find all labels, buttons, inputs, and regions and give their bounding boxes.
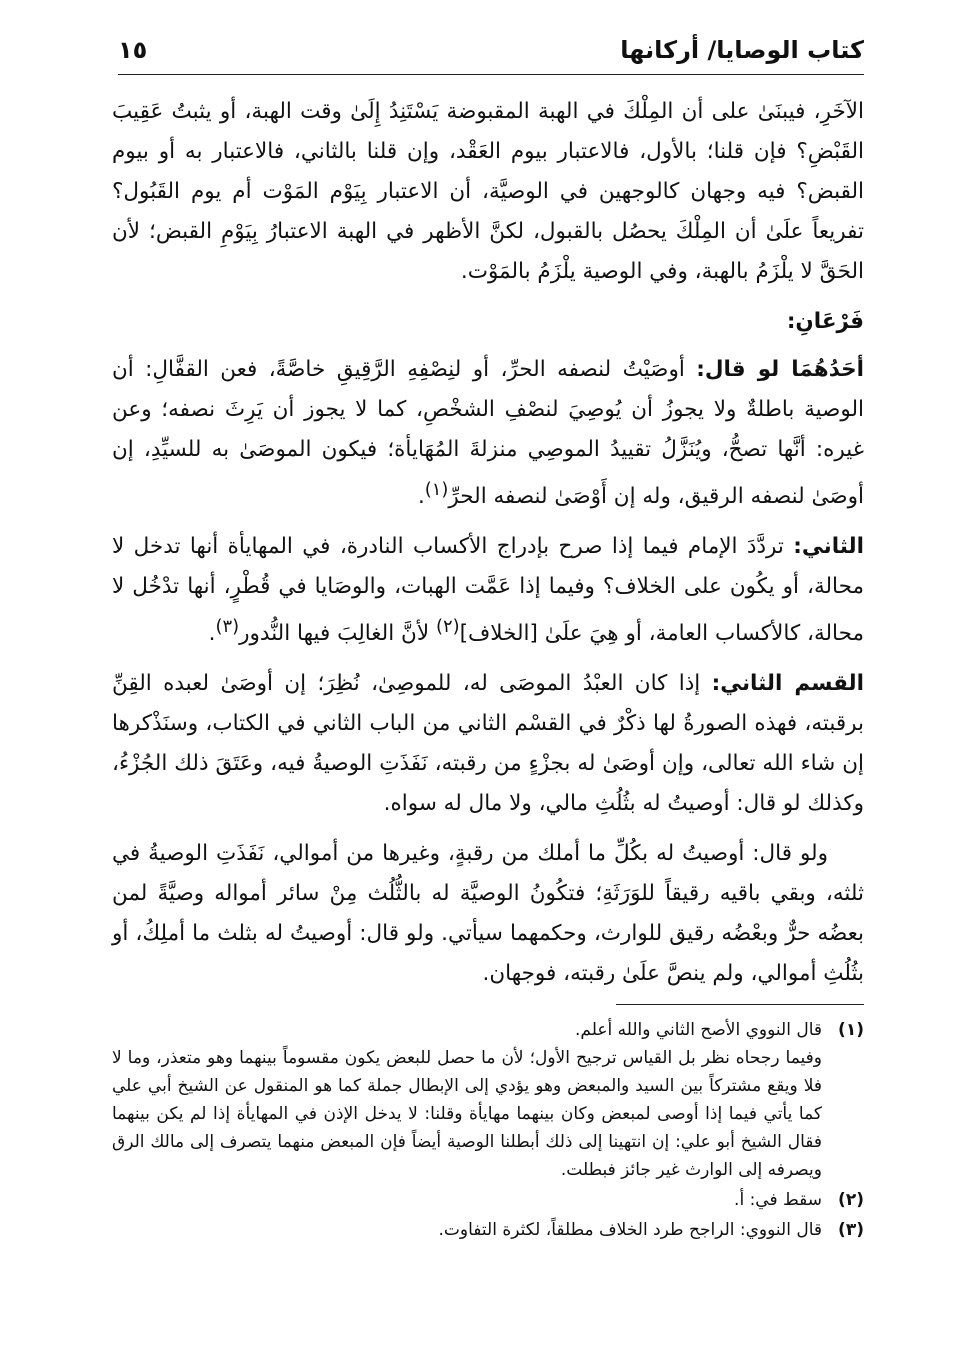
footnotes — [112, 1016, 864, 1246]
paragraph-3-label: الثاني: — [793, 534, 864, 560]
paragraph-2-label: أحَدُهُمَا لو قال: — [696, 357, 864, 382]
footnote-3-number: (٣) — [838, 1220, 864, 1240]
paragraph-2-text: أوصَيْتُ لنصفه الحرِّ، أو لنِصْفِهِ الرَّقِيقِ خاصَّةً، فعن القفَّالِ: أن الوصية باطلةٌ ولا يجوزُ أن يُوصِيَ لنصْفِ الشخْصِ، كما لا يجوز أن يَرِثَ نصفه؛ وعن غيره: أنَّها تصحُّ، ويُنَزَّلُ تقييدُ الموصِي منزلةَ المُهَايأة؛ فيكون الموصَىٰ به للسيِّدِ، إن أوصَىٰ لنصفه الرقيق، وله إن أَوْصَىٰ لنصفه الحرِّ — [112, 357, 864, 510]
footnote-ref-3: (٣) — [215, 616, 240, 638]
paragraph-3-text: تردَّدَ الإمام فيما إذا صرح بإدراج الأكساب النادرة، في المهايأة أنها تدخل لا محالة، أو يكُون على الخلاف؟ وفيما إذا عَمَّت الهبات، والوصَايا في قُطْرٍ، أنها تدْخُل لا محالة، كالأكساب العامة، أو هِيَ علَىٰ [الخلاف] — [112, 534, 864, 647]
footnote-3 — [112, 1216, 864, 1244]
subheading-two-branches: فَرْعَانِ: — [786, 309, 864, 334]
paragraph-1-text: الآخَرِ، فيبنَىٰ على أن المِلْكَ في الهبة المقبوضة يَسْتَنِدُ إِلَىٰ وقت الهبة، أو يثبتُ عَقِيبَ القَبْضِ؟ فإن قلنا؛ بالأول، فالاعتبار بيوم العَقْد، وإن قلنا بالثاني، فالاعتبار به أو بيوم القبض؟ فيه وجهان كالوجهين في الوصيَّة، أن الاعتبار بِيَوْم المَوْت أم يوم القَبُول؟ تفريعاً علَىٰ أن المِلْكَ يحصُل بالقبول، لكنَّ الأظهر في الهبة الاعتبارُ بِيَوْمِ القبض؛ لأن الحَقَّ لا يلْزَمُ بالهبة، وفي الوصية يلْزَمُ بالمَوْت. — [112, 99, 864, 284]
paragraph-4-label: القسم الثاني: — [711, 671, 864, 697]
footnote-1-continuation: وفيما رجحاه نظر بل القياس ترجيح الأول؛ لأن ما حصل للبعض يكون مقسوماً بينهما وهو متعذر، وما لا فلا ويقع مشتركاً بين السيد والمبعض وهو يؤدي إلى الإبطال جملة كما هو المنقول عن الشيخ أبي علي كما يأتي فيما إذا أوصى لمبعض وكان بينهما مهايأة وقلنا: لا يدخل الإذن في المهايأة إذا لم يكن بينهما فقال الشيخ أبو علي: إن انتهينا إلى ذلك أبطلنا الوصية أيضاً فإن المبعض منهما يتصرف إلى مالك الرق ويصرفه إلى الوارث غير جائز فبطلت. — [112, 1048, 822, 1180]
paragraph-5-text: ولو قال: أوصيتُ له بكُلِّ ما أملك من رقبةٍ، وغيرها من أموالي، نَفَذَتِ الوصيةُ في ثلثه، وبقي باقيه رقيقاً للوَرَثَةِ؛ فتكُونُ الوصيَّة له بالثُّلُث مِنْ سائر أمواله وصيَّةً لمن بعضُه حرٌّ وبعْضُه رقيق للوارث، وحكمهما سيأتي. ولو قال: أوصيتُ له بثلث ما أملِكُ، أو بثُلُثِ أموالي، ولم ينصَّ علَىٰ رقبته، فوجهان. — [112, 841, 864, 987]
paragraph-3-end: . — [208, 621, 216, 647]
running-header — [118, 34, 864, 75]
footnote-1-body — [112, 1016, 822, 1184]
running-title: كتاب الوصايا/ أركانها — [620, 36, 864, 64]
paragraph-1 — [112, 92, 864, 292]
paragraph-2 — [112, 350, 864, 517]
paragraph-5 — [112, 834, 864, 994]
footnote-separator — [616, 1004, 864, 1005]
paragraph-4-text: إذا كان العبْدُ الموصَى له، للموصِىٰ، نُظِرَ؛ إن أوصَىٰ لعبده القِنِّ برقبته، فهذه الصورةُ لها ذكْرٌ في القسْم الثاني من الباب الثاني في الكتاب، وسنَذْكرها إن شاء الله تعالى، وإن أوصَىٰ له بجزْءٍ من رقبته، نَفَذَتِ الوصيةُ فيه، وعَتَقَ ذلك الجُزْءُ، وكذلك لو قال: أوصيتُ له بثُلُثِ مالي، ولا مال له سواه. — [112, 671, 864, 817]
footnote-1 — [112, 1016, 864, 1184]
footnote-ref-2: (٢) — [435, 616, 460, 638]
footnote-1-number: (١) — [838, 1020, 864, 1040]
footnote-3-text: قال النووي: الراجح طرد الخلاف مطلقاً، لكثرة التفاوت. — [438, 1220, 822, 1240]
footnote-2 — [112, 1186, 864, 1214]
footnote-2-text: سقط في: أ. — [734, 1190, 822, 1210]
footnote-2-number: (٢) — [838, 1190, 864, 1210]
paragraph-3 — [112, 527, 864, 654]
main-text — [112, 92, 864, 1004]
page-number: ١٥ — [118, 36, 148, 64]
paragraph-4 — [112, 664, 864, 824]
paragraph-3-mid: لأنَّ الغالِبَ فيها النُّدور — [239, 621, 436, 647]
footnote-ref-1: (١) — [424, 479, 449, 500]
footnote-1-text: قال النووي الأصح الثاني والله أعلم. — [574, 1020, 822, 1040]
paragraph-2-end: . — [417, 484, 425, 510]
